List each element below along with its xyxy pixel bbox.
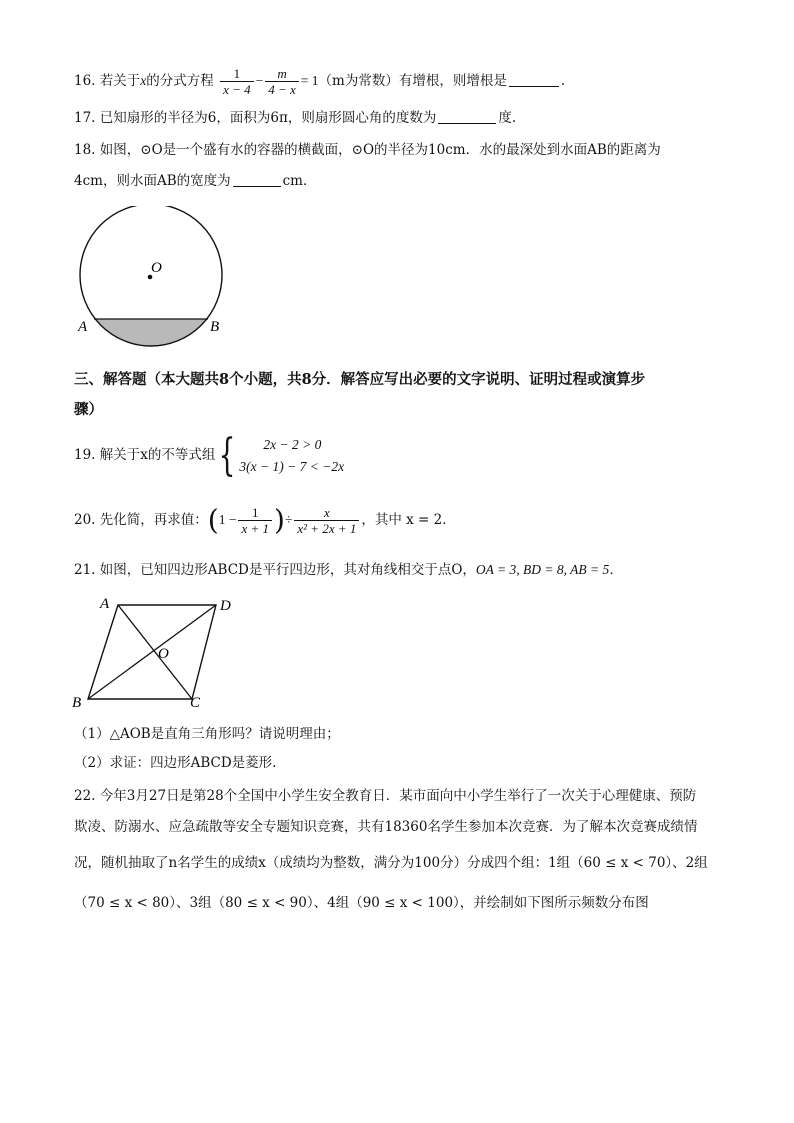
question-number: 17.	[74, 110, 96, 126]
q19-text: 解关于x的不等式组	[99, 447, 216, 463]
fraction-numerator: m	[277, 66, 287, 81]
question-21	[74, 560, 623, 580]
fraction-numerator: 1	[251, 505, 259, 520]
question-21-part1	[74, 724, 340, 744]
label-a: A	[100, 596, 110, 612]
question-20	[74, 500, 456, 540]
q16-condition: （m为常数）有增根，则增根是	[318, 73, 507, 89]
q21-sub1: （1）△AOB是直角三角形吗？请说明理由；	[74, 726, 340, 742]
section-heading-line1: 三、解答题（本大题共8个小题，共8分．解答应写出必要的文字说明、证明过程或演算步	[74, 371, 646, 388]
fraction-denominator: x² + 2x + 1	[294, 520, 359, 536]
q21-conditions: OA = 3, BD = 8, AB = 5．	[475, 562, 623, 577]
answer-blank[interactable]	[509, 72, 559, 87]
q21-text: 如图，已知四边形ABCD是平行四边形，其对角线相交于点O，	[99, 562, 476, 578]
fraction-1	[238, 505, 272, 536]
question-18	[74, 140, 661, 160]
diagonal-bd	[88, 605, 216, 699]
equals-one: = 1	[300, 73, 319, 88]
q16-end: .	[560, 73, 566, 89]
circle-water-figure	[60, 206, 250, 356]
fraction-numerator: 1	[233, 66, 241, 81]
q22-line1: 今年3月27日是第28个全国中小学生安全教育日．某市面向中小学生举行了一次关于心理健康、预防	[99, 788, 697, 804]
q22-line2: 欺凌、防溺水、应急疏散等安全专题知识竞赛，共有18360名学生参加本次竞赛．为了解本次竞赛成绩情	[74, 819, 698, 835]
label-o: O	[151, 260, 162, 276]
question-22-line3	[74, 853, 708, 873]
q22-line4: （70 ≤ x < 80）、3组（80 ≤ x < 90）、4组（90 ≤ x < 100），并绘制如下图所示频数分布图	[74, 895, 649, 911]
label-b: B	[210, 319, 220, 335]
q22-line3: 况，随机抽取了n名学生的成绩x（成绩均为整数，满分为100分）分成四个组：1组（60 ≤ x < 70）、2组	[74, 855, 708, 871]
q17-end: 度.	[498, 110, 517, 126]
diagonal-ac	[118, 605, 192, 699]
question-number: 19.	[74, 447, 96, 463]
q18-line2: 4cm，则水面AB的宽度为	[74, 173, 231, 189]
left-paren: (	[207, 503, 219, 537]
question-number: 22.	[74, 788, 96, 804]
right-paren: )	[274, 503, 285, 537]
fraction-2	[294, 505, 359, 536]
section-heading	[74, 370, 645, 390]
minus-sign: −	[255, 73, 264, 88]
question-19	[74, 429, 345, 481]
question-number: 16.	[74, 73, 96, 89]
question-21-part2	[74, 753, 276, 773]
label-c: C	[190, 695, 201, 711]
inequality-2: 3(x − 1) − 7 < −2x	[239, 458, 345, 474]
brace: {	[219, 429, 236, 481]
q20-post: ，其中 x = 2．	[361, 512, 456, 528]
fraction-denominator: x − 4	[220, 81, 254, 97]
divide-sign: ÷	[284, 512, 293, 527]
question-16	[74, 66, 565, 97]
q16-pre: 若关于	[99, 73, 141, 89]
q16-var: x	[140, 73, 147, 88]
inequality-1: 2x − 2 > 0	[263, 436, 322, 452]
question-17	[74, 108, 516, 128]
question-18-line2	[74, 171, 317, 191]
water-region	[60, 319, 250, 356]
q18-line2-end: cm．	[282, 173, 317, 189]
q20-pre: 先化简，再求值：	[99, 512, 208, 528]
fraction-denominator: 4 − x	[265, 81, 299, 97]
fraction-numerator: x	[323, 505, 330, 520]
question-number: 21.	[74, 562, 96, 578]
system-rows	[239, 434, 344, 478]
question-number: 20.	[74, 512, 96, 528]
label-a: A	[78, 319, 88, 335]
fraction-denominator: x + 1	[238, 520, 272, 536]
q17-text: 已知扇形的半径为6，面积为6π，则扇形圆心角的度数为	[99, 110, 437, 126]
question-22-line4	[74, 893, 649, 913]
one-minus: 1 −	[218, 512, 237, 527]
label-o: O	[158, 646, 169, 662]
label-b: B	[72, 695, 82, 711]
label-d: D	[220, 598, 231, 614]
question-22-line2	[74, 817, 697, 837]
section-heading-line2-text: 骤）	[74, 401, 103, 418]
fraction-2	[265, 66, 299, 97]
answer-blank[interactable]	[233, 172, 281, 187]
q16-mid: 的分式方程	[146, 73, 214, 89]
q18-line1: 如图，⊙O是一个盛有水的容器的横截面，⊙O的半径为10cm．水的最深处到水面AB的距离为	[99, 142, 661, 158]
parallelogram-figure	[64, 588, 244, 716]
q21-sub2: （2）求证：四边形ABCD是菱形.	[74, 755, 277, 771]
question-22	[74, 786, 696, 806]
question-number: 18.	[74, 142, 96, 158]
inequality-system	[215, 429, 345, 481]
answer-blank[interactable]	[438, 109, 496, 124]
section-heading-line2	[74, 400, 103, 420]
fraction-1	[220, 66, 254, 97]
